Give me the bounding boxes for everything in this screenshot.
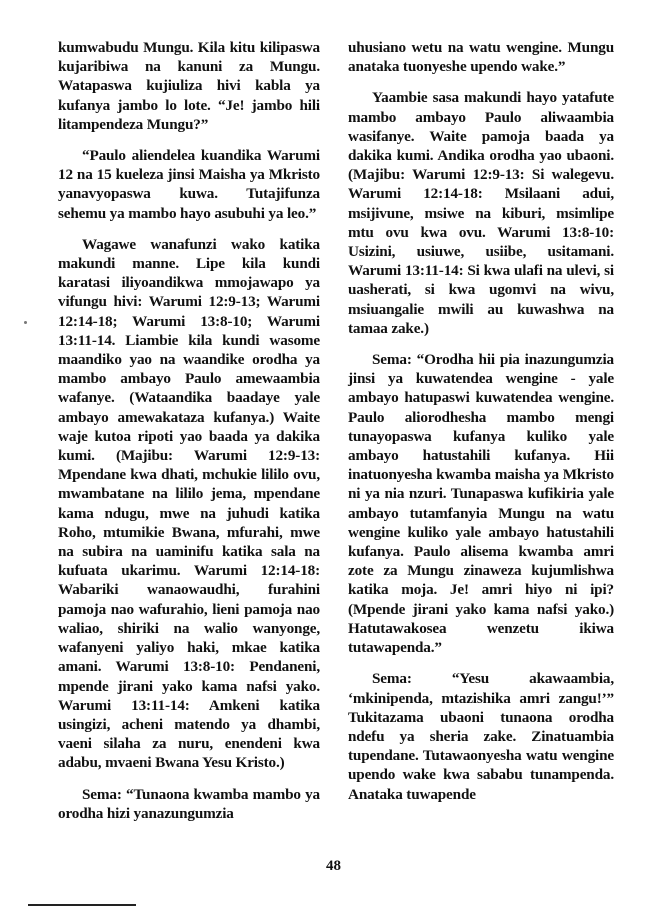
footer-rule [28,904,136,906]
paragraph: kumwabudu Mungu. Kila kitu kilipaswa kujaribiwa na kanuni za Mungu. Watapaswa kujiuliza hivi kabla ya kufanya jambo lo lote. “Je! jambo hili litampendeza Mungu?” [58,39,320,133]
paragraph: Sema: “Orodha hii pia inazungumzia jinsi ya kuwatendea wengine - yale ambayo hatupaswi kuwatendea wengine. Paulo aliorodhesha mambo mengi tunayopaswa kufanya kuliko yale ambayo hatustahili kufanya. Hii inatuonyesha kwamba maisha ya Mkristo ni ya nia nzuri. Tunapaswa kufikiria yale ambayo tutamfanyia Mungu na watu wengine kuliko yale ambayo hatustahili kufanya. Paulo alisema kwamba amri zote za Mungu zinaweza kujumlishwa katika moja. Je! amri hiyo ni ipi? (Mpende jirani yako kama nafsi yako.) Hatutawakosea wenzetu ikiwa tutawapenda.” [348,351,614,657]
paragraph: Sema: “Yesu akawaambia, ‘mkinipenda, mtazishika amri zangu!’” Tukitazama ubaoni tunaona orodha ndefu ya sheria zake. Zinatuambia tupendane. Tutawaonyesha watu wengine upendo wake kwa sababu tunampenda. Anataka tuwapende [348,670,614,803]
right-column [348,38,614,816]
page-number: 48 [326,858,341,874]
paragraph: Sema: “Tunaona kwamba mambo ya orodha hizi yanazungumzia [58,785,320,822]
paragraph: “Paulo aliendelea kuandika Warumi 12 na 15 kueleza jinsi Maisha ya Mkristo yanavyopaswa kuwa. Tutajifunza sehemu ya mambo hayo asubuhi ya leo.” [58,147,320,222]
paragraph: Yaambie sasa makundi hayo yatafute mambo ambayo Paulo aliwaambia wasifanye. Waite pamoja baada ya dakika kumi. Andika orodha yao ubaoni. (Majibu: Warumi 12:9-13: Si walegevu. Warumi 12:14-18: Msilaani adui, msijivune, msiwe na kiburi, msimlipe mtu ovu kwa ovu. Warumi 13:8-10: Usizini, usiuwe, usiibe, usitamani. Warumi 13:11-14: Si kwa ulafi na ulevi, si uasherati, si kwa ugomvi na wivu, msiuangalie mwili au kuwashwa na tamaa zake.) [348,89,614,337]
scan-speck [24,321,27,324]
paragraph: Wagawe wanafunzi wako katika makundi manne. Lipe kila kundi karatasi iliyoandikwa mmojawapo ya vifungu hivi: Warumi 12:9-13; Warumi 12:14-18; Warumi 13:8-10; Warumi 13:11-14. Liambie kila kundi wasome maandiko yao na waandike orodha ya mambo ambayo Paulo amewaambia wafanye. (Wataandika baadaye yale ambayo amewakataza kufanya.) Waite waje kutoa ripoti yao baada ya dakika kumi. (Majibu: Warumi 12:9-13: Mpendane kwa dhati, mchukie lililo ovu, mwambatane na lililo jema, mpendane kama ndugu, mwe na juhudi katika Roho, mtumikie Bwana, mfurahi, mwe na subira na uaminifu katika sala na kufuata ukarimu. Warumi 12:14-18: Wabariki wanaowaudhi, furahini pamoja nao wafurahio, lieni pamoja nao waliao, shiriki na walio wanyonge, wafanyeni yaliyo haki, mkae katika amani. Warumi 13:8-10: Pendaneni, mpende jirani yako kama nafsi yako. Warumi 13:11-14: Amkeni katika usingizi, acheni matendo ya dhambi, vaeni silaha za nuru, enendeni kwa adabu, mvaeni Bwana Yesu Kristo.) [58,235,320,772]
left-column [58,38,320,835]
paragraph: uhusiano wetu na watu wengine. Mungu anataka tuonyeshe upendo wake.” [348,39,614,76]
